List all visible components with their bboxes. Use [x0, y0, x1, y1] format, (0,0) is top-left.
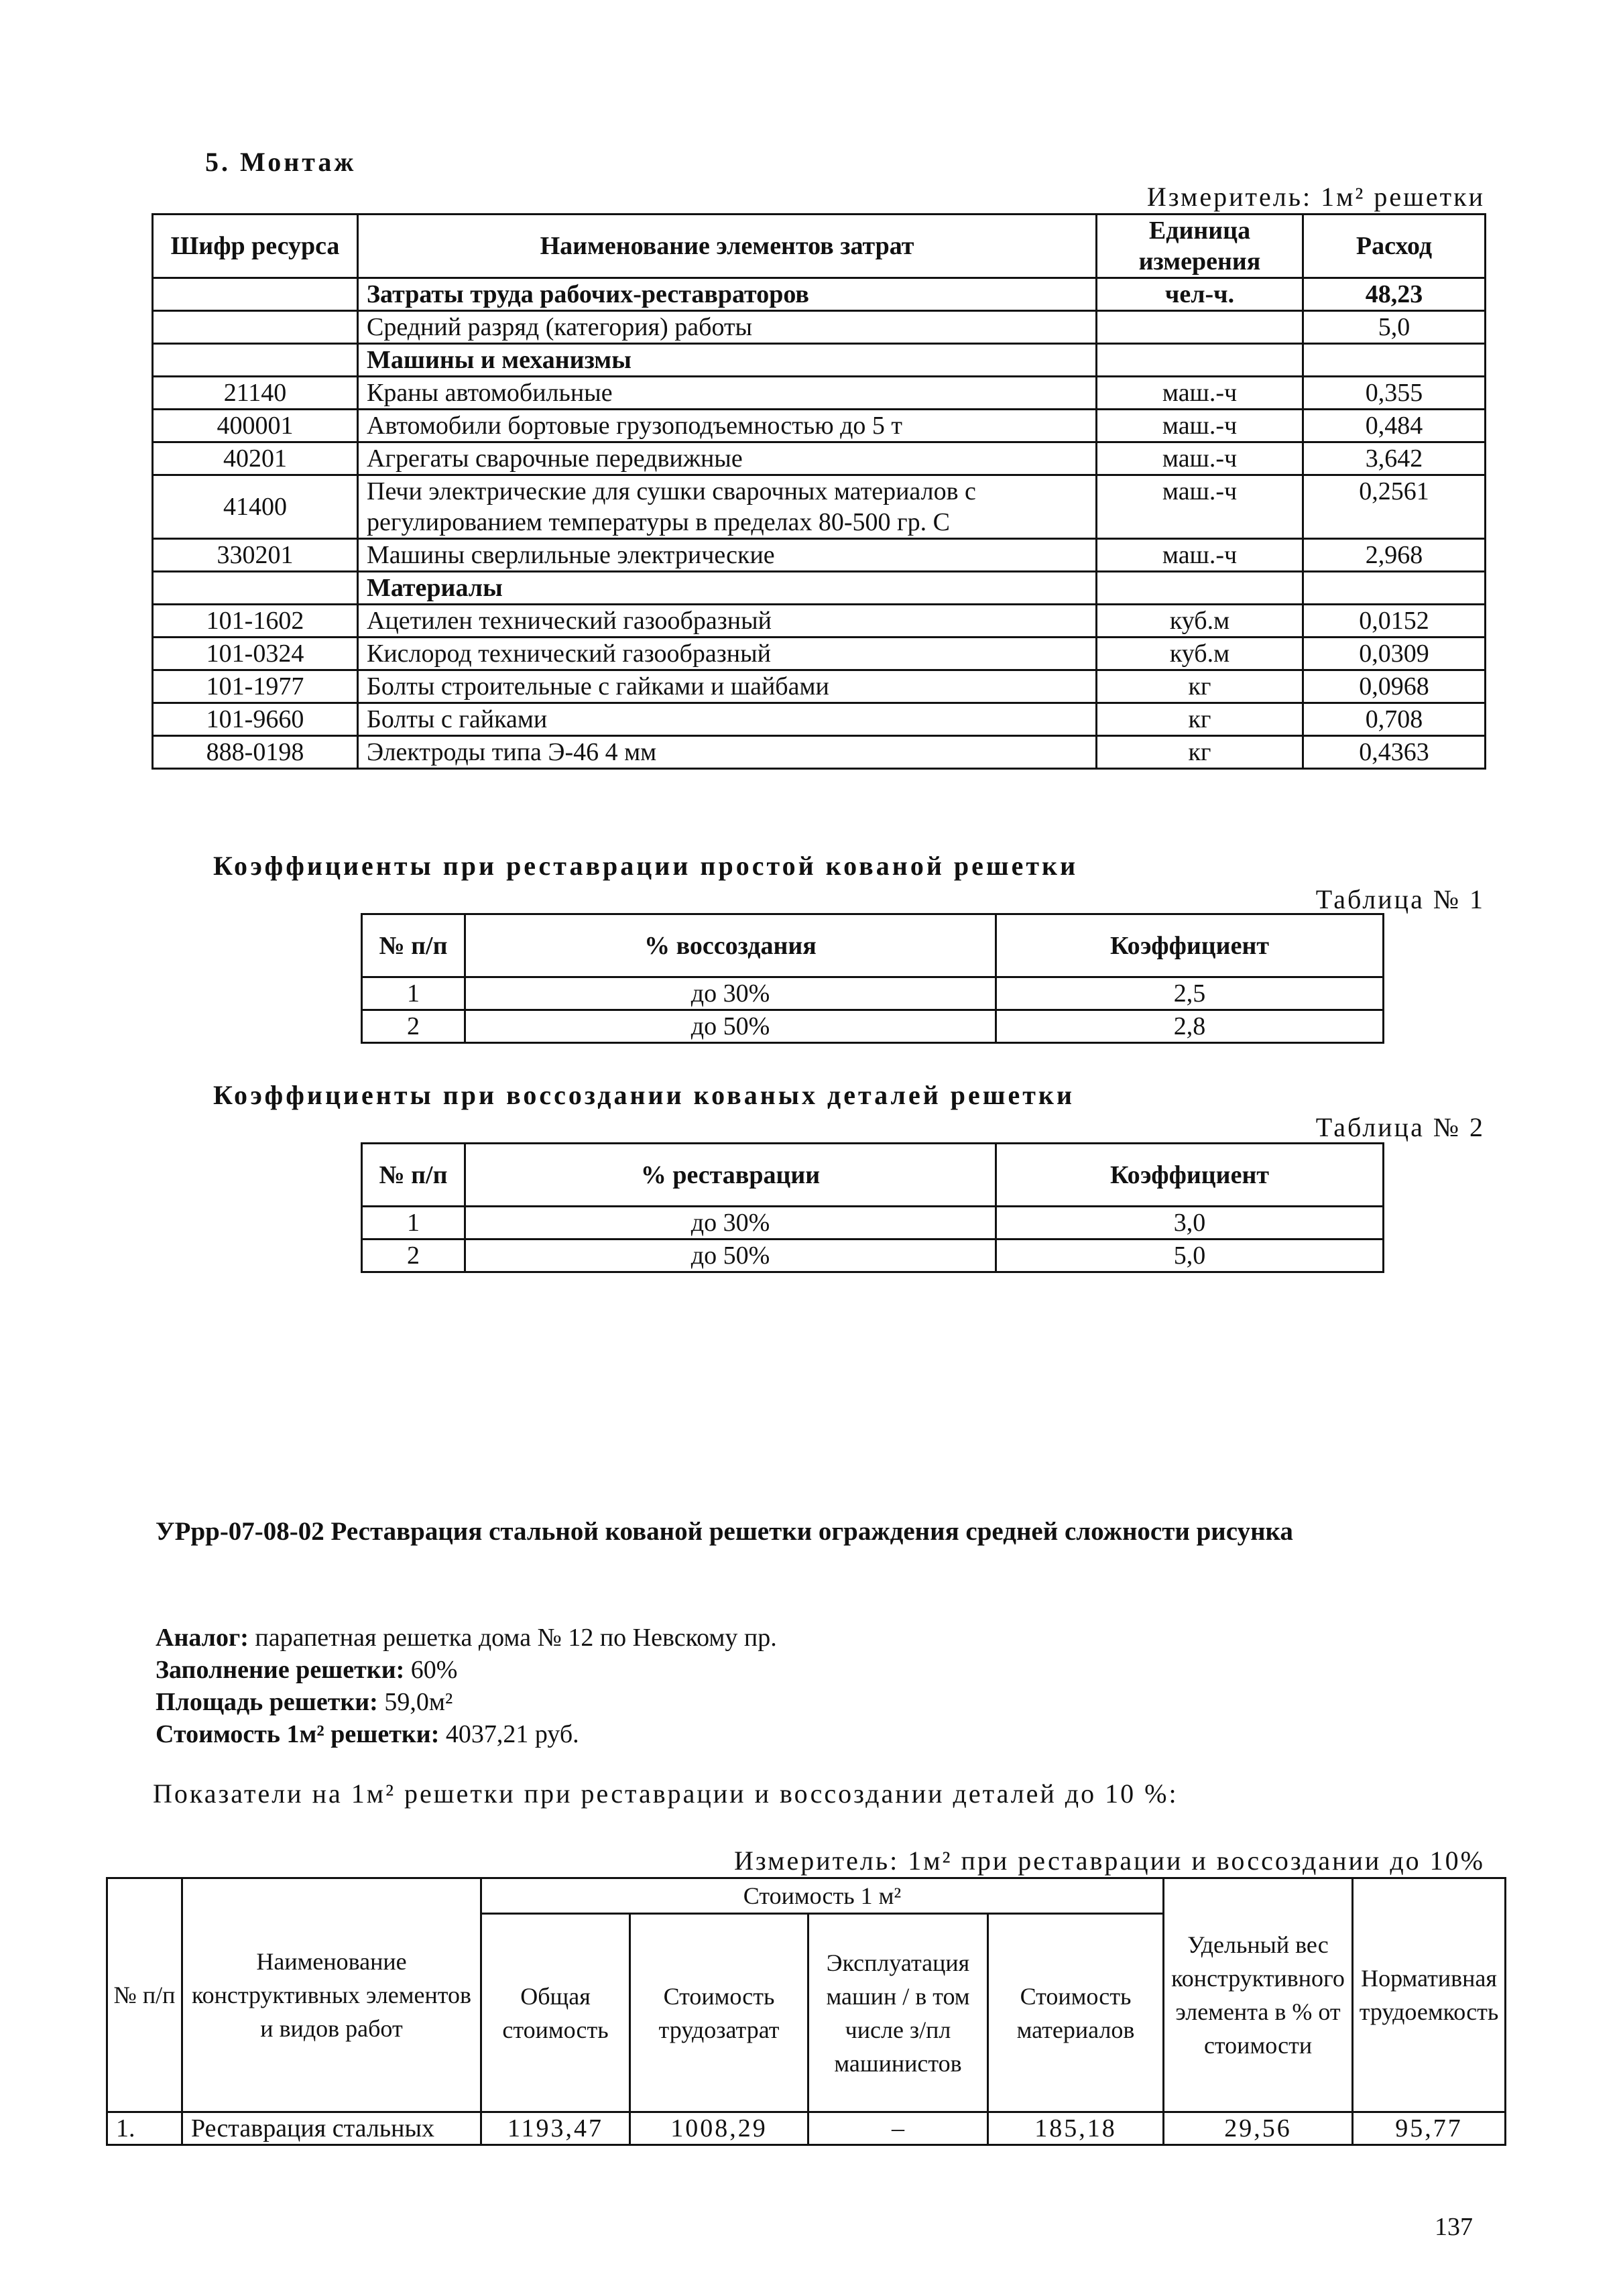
table2-label: Таблица № 2: [1315, 1112, 1485, 1142]
col-unit: Единица измерения: [1097, 215, 1303, 278]
table-row: 41400 Печи электрические для сушки сварочных материалов с регулированием температуры в пределах 80-500 гр. С маш.-ч 0,2561: [153, 475, 1486, 539]
col-name: Наименование элементов затрат: [358, 215, 1097, 278]
resource-rows: [153, 278, 1486, 769]
table-row: 40201 Агрегаты сварочные передвижные маш.-ч 3,642: [153, 442, 1486, 475]
t3-col-machines: Эксплуатация машин / в том числе з/пл машинистов: [808, 1914, 988, 2112]
table-row: 1 до 30% 2,5: [362, 977, 1384, 1010]
table1-label: Таблица № 1: [1315, 884, 1485, 914]
table-row: 1. Реставрация стальных 1193,47 1008,29 – 185,18 29,56 95,77: [107, 2112, 1506, 2145]
indicators-line: Показатели на 1м² решетки при реставрации и воссоздании деталей до 10 %:: [153, 1778, 1179, 1809]
table-row: 101-9660 Болты с гайками кг 0,708: [153, 703, 1486, 736]
measure-label: Измеритель: 1м² решетки: [1146, 182, 1485, 212]
t1-col-num: № п/п: [362, 914, 465, 977]
t1-col-coef: Коэффициент: [996, 914, 1384, 977]
t3-col-num: № п/п: [107, 1878, 182, 2112]
table-row: Затраты труда рабочих-реставраторов чел-ч. 48,23: [153, 278, 1486, 311]
measure-label-2: Измеритель: 1м² при реставрации и воссоздании до 10%: [734, 1846, 1485, 1876]
t3-col-norm: Нормативная трудоемкость: [1353, 1878, 1506, 2112]
analog-line: Аналог: парапетная решетка дома № 12 по Невскому пр.: [156, 1624, 777, 1652]
cost-table: [106, 1877, 1506, 2146]
table-row: 888-0198 Электроды типа Э-46 4 мм кг 0,4363: [153, 736, 1486, 769]
t3-col-share: Удельный вес конструктивного элемента в % от стоимости: [1164, 1878, 1353, 2112]
t3-col-labor: Стоимость трудозатрат: [630, 1914, 808, 2112]
table-row: 1 до 30% 3,0: [362, 1207, 1384, 1240]
col-value: Расход: [1303, 215, 1486, 278]
t3-col-name: Наименование конструктивных элементов и видов работ: [182, 1878, 481, 2112]
t3-cost-group: Стоимость 1 м²: [481, 1878, 1164, 1914]
table-row: 101-0324 Кислород технический газообразный куб.м 0,0309: [153, 638, 1486, 670]
coef-table-2: [361, 1142, 1384, 1273]
fill-line: Заполнение решетки: 60%: [156, 1656, 458, 1684]
t3-col-materials: Стоимость материалов: [988, 1914, 1164, 2112]
table2-heading: Коэффициенты при воссоздании кованых деталей решетки: [213, 1080, 1075, 1110]
table-row: Машины и механизмы: [153, 344, 1486, 377]
page-number: 137: [1435, 2213, 1473, 2241]
table-row: Средний разряд (категория) работы 5,0: [153, 311, 1486, 344]
area-line: Площадь решетки: 59,0м²: [156, 1688, 453, 1716]
t1-col-pct: % воссоздания: [465, 914, 996, 977]
table-row: 330201 Машины сверлильные электрические маш.-ч 2,968: [153, 539, 1486, 572]
section2-title: УРрр-07-08-02 Реставрация стальной кованой решетки ограждения средней сложности рисунка: [156, 1517, 1293, 1546]
t2-col-num: № п/п: [362, 1144, 465, 1207]
section-title: 5. Монтаж: [205, 147, 357, 177]
t3-col-total: Общая стоимость: [481, 1914, 630, 2112]
cost-line: Стоимость 1м² решетки: 4037,21 руб.: [156, 1720, 579, 1748]
table-row: 21140 Краны автомобильные маш.-ч 0,355: [153, 377, 1486, 410]
col-code: Шифр ресурса: [153, 215, 358, 278]
table-row: 2 до 50% 2,8: [362, 1010, 1384, 1043]
table-row: 101-1602 Ацетилен технический газообразный куб.м 0,0152: [153, 605, 1486, 638]
table-row: 400001 Автомобили бортовые грузоподъемностью до 5 т маш.-ч 0,484: [153, 410, 1486, 442]
coef-table-1: [361, 913, 1384, 1044]
t2-col-coef: Коэффициент: [996, 1144, 1384, 1207]
resource-table: [152, 213, 1486, 770]
table-row: 2 до 50% 5,0: [362, 1240, 1384, 1272]
table1-heading: Коэффициенты при реставрации простой кованой решетки: [213, 851, 1079, 881]
t2-col-pct: % реставрации: [465, 1144, 996, 1207]
table-row: 101-1977 Болты строительные с гайками и шайбами кг 0,0968: [153, 670, 1486, 703]
table-row: Материалы: [153, 572, 1486, 605]
